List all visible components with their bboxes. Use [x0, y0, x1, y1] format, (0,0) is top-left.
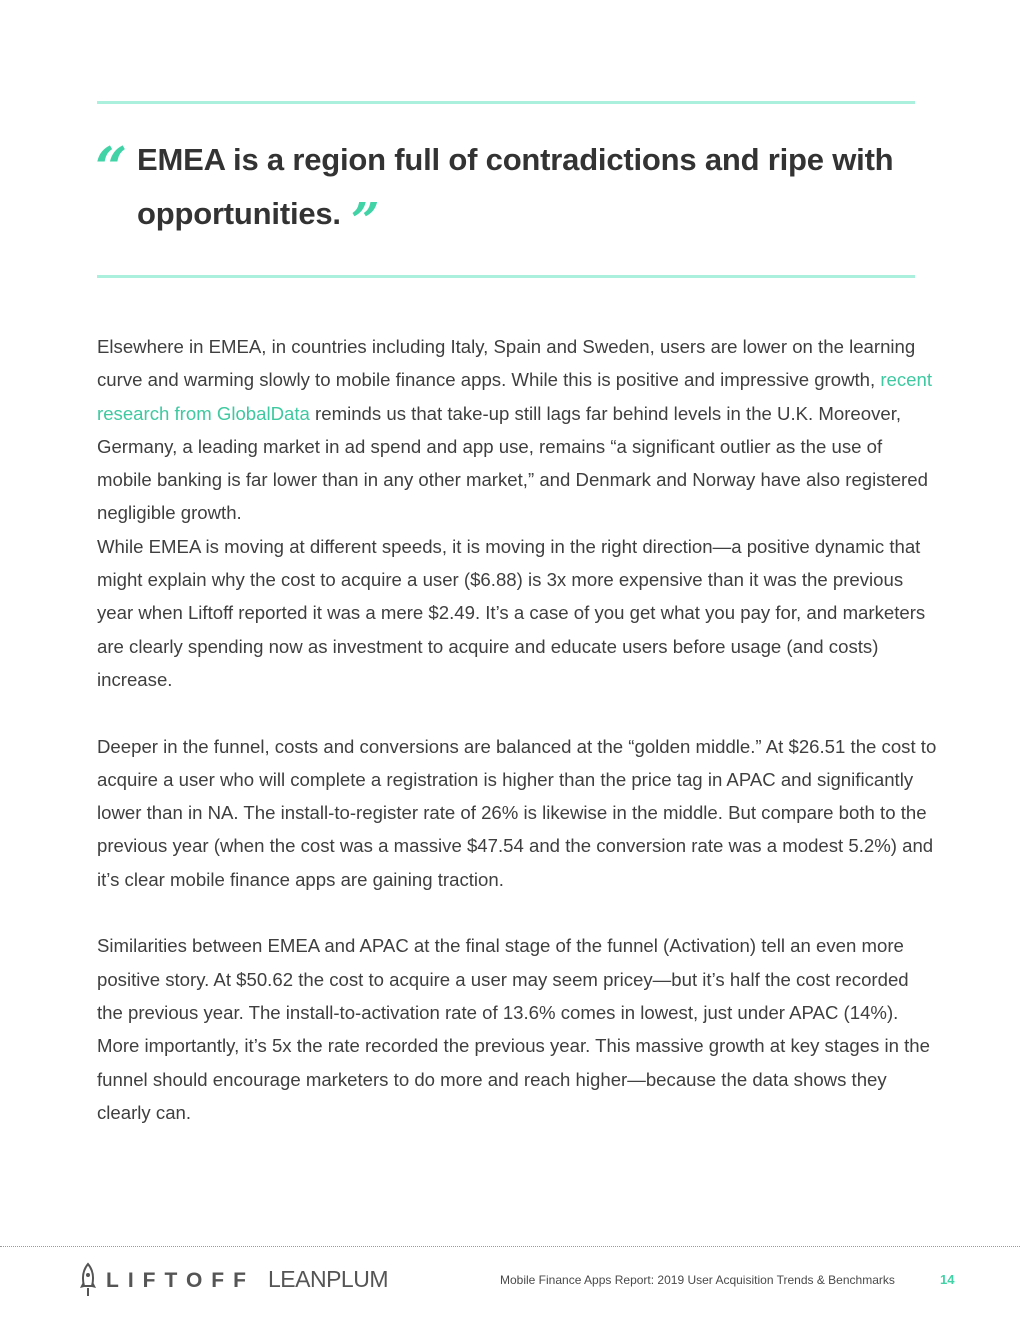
globaldata-research-link[interactable]: recent research from GlobalData	[97, 369, 933, 424]
pull-quote-body: EMEA is a region full of contradictions and ripe with opportunities.	[137, 142, 894, 231]
paragraph-1-start: Elsewhere in EMEA, in countries including Italy, Spain and Sweden, users are lower on the learning curve and warming slowly to mobile finance apps. While this is positive and impressive growth,	[97, 336, 916, 391]
paragraph-spacer	[97, 896, 937, 929]
rocket-icon	[78, 1262, 98, 1300]
paragraph-2: While EMEA is moving at different speeds, it is moving in the right direction—a positive dynamic that might explain why the cost to acquire a user ($6.88) is 3x more expensive than it was the previous year when Liftoff reported it was a mere $2.49. It’s a case of you get what you pay for, and marketers are clearly spending now as investment to acquire and educate users before usage (and costs) increase.	[97, 535, 926, 690]
pull-quote	[95, 135, 927, 250]
liftoff-logo	[78, 1262, 255, 1300]
report-title: Mobile Finance Apps Report: 2019 User Acquisition Trends & Benchmarks	[500, 1273, 895, 1287]
pull-quote-text	[95, 135, 927, 250]
paragraph-4: Similarities between EMEA and APAC at the final stage of the funnel (Activation) tell an even more positive story. At $50.62 the cost to acquire a user may seem pricey—but it’s half the cost recorded the previous year. The install-to-activation rate of 13.6% comes in lowest, just under APAC (14%). More importantly, it’s 5x the rate recorded the previous year. This massive growth at key stages in the funnel should encourage marketers to do more and reach higher—because the data shows they clearly can.	[97, 935, 930, 1123]
paragraph-spacer	[97, 696, 937, 729]
article-body	[97, 330, 937, 1129]
paragraph-1-end: reminds us that take-up still lags far behind levels in the U.K. Moreover, Germany, a leading market in ad spend and app use, remains “a significant outlier as the use of mobile banking is far lower than in any other market,” and Denmark and Norway have also registered negligible growth.	[97, 402, 928, 524]
quote-top-rule	[97, 101, 915, 104]
paragraph-1	[97, 330, 937, 530]
leanplum-logo: LEANPLUM	[268, 1266, 388, 1292]
paragraph-3: Deeper in the funnel, costs and conversions are balanced at the “golden middle.” At $26.51 the cost to acquire a user who will complete a registration is higher than the price tag in APAC and significantly lower than in NA. The install-to-register rate of 26% is likewise in the middle. But compare both to the previous year (when the cost was a massive $47.54 and the conversion rate was a modest 5.2%) and it’s clear mobile finance apps are gaining traction.	[97, 735, 937, 890]
quote-bottom-rule	[97, 275, 915, 278]
close-quote-icon: ”	[350, 191, 380, 250]
footer-divider	[0, 1246, 1020, 1247]
page-footer	[0, 1262, 1020, 1302]
open-quote-icon: “	[95, 135, 128, 201]
page-number: 14	[940, 1272, 955, 1287]
liftoff-wordmark: LIFTOFF	[106, 1269, 255, 1292]
